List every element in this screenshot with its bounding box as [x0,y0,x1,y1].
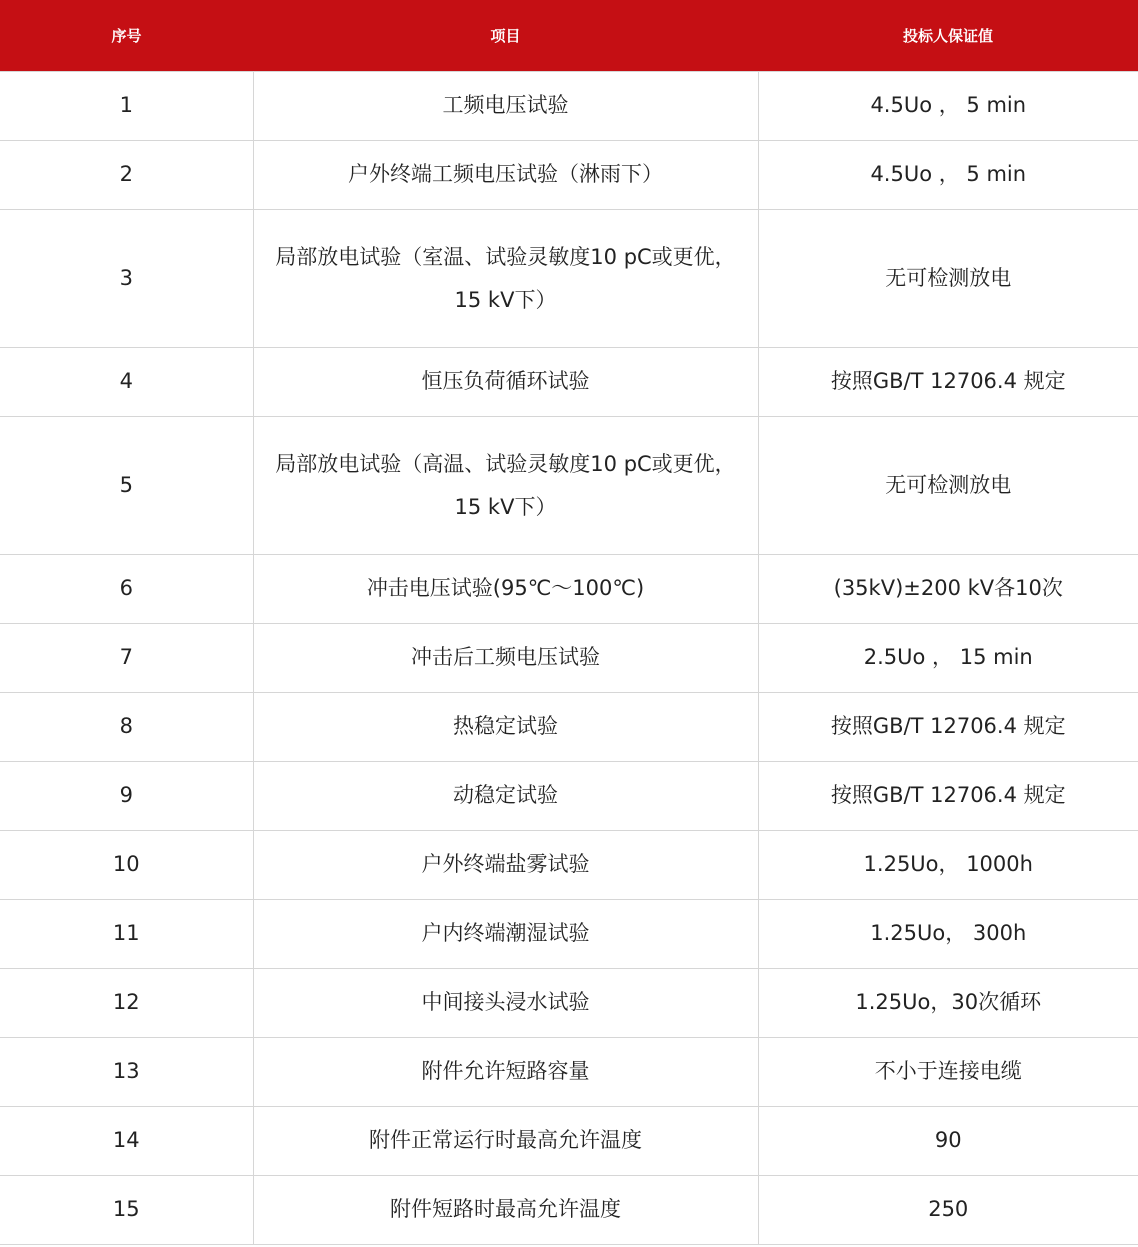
row-index: 4 [0,348,253,417]
row-guarantee: 4.5Uo ， 5 min [758,72,1138,141]
row-item: 冲击后工频电压试验 [253,624,758,693]
table-row [0,762,1138,831]
table-row [0,969,1138,1038]
row-index: 6 [0,555,253,624]
table-row [0,1176,1138,1245]
row-index: 9 [0,762,253,831]
row-guarantee: (35kV)±200 kV各10次 [758,555,1138,624]
row-item: 恒压负荷循环试验 [253,348,758,417]
header-guarantee: 投标人保证值 [758,0,1138,72]
table-row [0,831,1138,900]
header-index: 序号 [0,0,253,72]
row-index: 1 [0,72,253,141]
row-index: 12 [0,969,253,1038]
table-row [0,1038,1138,1107]
table-body [0,72,1138,1245]
row-guarantee: 按照GB/T 12706.4 规定 [758,762,1138,831]
row-item: 户外终端盐雾试验 [253,831,758,900]
row-guarantee: 按照GB/T 12706.4 规定 [758,693,1138,762]
row-index: 14 [0,1107,253,1176]
table-row [0,141,1138,210]
row-guarantee: 1.25Uo，30次循环 [758,969,1138,1038]
row-guarantee: 1.25Uo， 300h [758,900,1138,969]
row-item: 附件短路时最高允许温度 [253,1176,758,1245]
table-row [0,693,1138,762]
row-item: 局部放电试验（室温、试验灵敏度10 pC或更优， 15 kV下） [253,210,758,348]
row-guarantee: 无可检测放电 [758,417,1138,555]
row-index: 8 [0,693,253,762]
row-item: 中间接头浸水试验 [253,969,758,1038]
row-guarantee: 不小于连接电缆 [758,1038,1138,1107]
row-index: 3 [0,210,253,348]
table-row [0,72,1138,141]
table-header [0,0,1138,72]
table-row [0,210,1138,348]
row-guarantee: 无可检测放电 [758,210,1138,348]
row-index: 7 [0,624,253,693]
row-guarantee: 4.5Uo ， 5 min [758,141,1138,210]
row-guarantee: 2.5Uo ， 15 min [758,624,1138,693]
row-item: 热稳定试验 [253,693,758,762]
row-item: 户外终端工频电压试验（淋雨下） [253,141,758,210]
row-index: 2 [0,141,253,210]
row-guarantee: 90 [758,1107,1138,1176]
row-guarantee: 1.25Uo， 1000h [758,831,1138,900]
table-row [0,348,1138,417]
table-row [0,417,1138,555]
row-index: 15 [0,1176,253,1245]
row-item: 局部放电试验（高温、试验灵敏度10 pC或更优， 15 kV下） [253,417,758,555]
row-index: 13 [0,1038,253,1107]
row-item: 户内终端潮湿试验 [253,900,758,969]
row-index: 5 [0,417,253,555]
table-row [0,555,1138,624]
row-guarantee: 250 [758,1176,1138,1245]
header-item: 项目 [253,0,758,72]
row-index: 10 [0,831,253,900]
table-row [0,624,1138,693]
row-item: 冲击电压试验(95℃～100℃) [253,555,758,624]
row-item: 附件允许短路容量 [253,1038,758,1107]
row-item: 附件正常运行时最高允许温度 [253,1107,758,1176]
row-guarantee: 按照GB/T 12706.4 规定 [758,348,1138,417]
table-row [0,900,1138,969]
header-row [0,0,1138,72]
row-item: 动稳定试验 [253,762,758,831]
row-item: 工频电压试验 [253,72,758,141]
row-index: 11 [0,900,253,969]
table-row [0,1107,1138,1176]
